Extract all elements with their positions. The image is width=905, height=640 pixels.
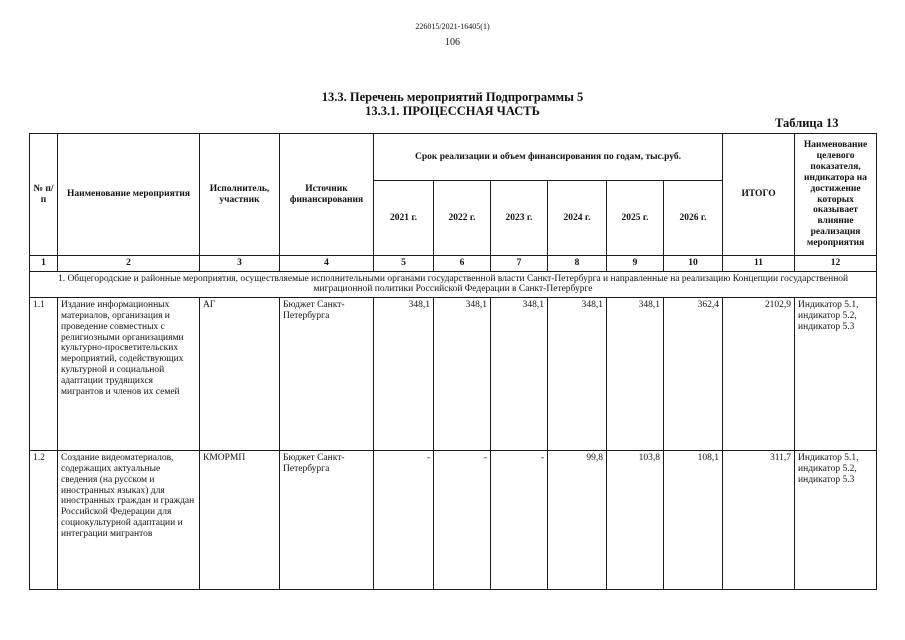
measures-table xyxy=(29,133,877,590)
header-executor: Исполнитель, участник xyxy=(200,134,280,256)
header-year: 2023 г. xyxy=(491,181,548,256)
row-value: 348,1 xyxy=(607,297,664,450)
document-id: 226015/2021-16405(1) xyxy=(415,22,490,31)
row-total: 311,7 xyxy=(723,450,795,589)
row-value: 99,8 xyxy=(548,450,607,589)
row-value: 348,1 xyxy=(548,297,607,450)
column-number: 3 xyxy=(200,256,280,272)
subsection-title: 13.3.1. ПРОЦЕССНАЯ ЧАСТЬ xyxy=(365,104,540,118)
row-name: Создание видеоматериалов, содержащих актуальные сведения (на русском и иностранных языках) для иностранных граждан и граждан Российской Федерации для социокультурной адаптации и интеграции мигрантов xyxy=(58,450,200,589)
column-number: 9 xyxy=(607,256,664,272)
header-year: 2024 г. xyxy=(548,181,607,256)
header-total: ИТОГО xyxy=(723,134,795,256)
row-value: - xyxy=(434,450,491,589)
header-year: 2022 г. xyxy=(434,181,491,256)
column-number: 12 xyxy=(795,256,877,272)
row-value: - xyxy=(374,450,434,589)
row-num: 1.2 xyxy=(30,450,58,589)
row-value: 103,8 xyxy=(607,450,664,589)
header-period: Срок реализации и объем финансирования по годам, тыс.руб. xyxy=(374,134,723,181)
column-number: 6 xyxy=(434,256,491,272)
row-num: 1.1 xyxy=(30,297,58,450)
column-number: 2 xyxy=(58,256,200,272)
column-number: 7 xyxy=(491,256,548,272)
header-name: Наименование мероприятия xyxy=(58,134,200,256)
header-indicator: Наименование целевого показателя, индикатора на достижение которых оказывает влияние реализация мероприятия xyxy=(795,134,877,256)
row-indicator: Индикатор 5.1, индикатор 5.2, индикатор 5.3 xyxy=(795,297,877,450)
table-row xyxy=(30,297,877,450)
row-value: 362,4 xyxy=(664,297,723,450)
column-number: 5 xyxy=(374,256,434,272)
section-heading: 1. Общегородские и районные мероприятия, осуществляемые исполнительными органами государственной власти Санкт-Петербурга и направленные на реализацию Концепции государственной миграционной политики Российской Федерации в Санкт-Петербурге xyxy=(30,271,877,297)
row-source: Бюджет Санкт-Петербурга xyxy=(280,297,374,450)
header-source: Источник финансирования xyxy=(280,134,374,256)
row-executor: КМОРМП xyxy=(200,450,280,589)
row-value: 348,1 xyxy=(374,297,434,450)
header-year: 2026 г. xyxy=(664,181,723,256)
header-row xyxy=(30,134,877,181)
column-number: 4 xyxy=(280,256,374,272)
column-number: 11 xyxy=(723,256,795,272)
row-value: 108,1 xyxy=(664,450,723,589)
section-row xyxy=(30,271,877,297)
column-number-row xyxy=(30,256,877,272)
header-num: № п/п xyxy=(30,134,58,256)
table-row xyxy=(30,450,877,589)
row-executor: АГ xyxy=(200,297,280,450)
row-total: 2102,9 xyxy=(723,297,795,450)
header-year: 2021 г. xyxy=(374,181,434,256)
row-value: 348,1 xyxy=(434,297,491,450)
row-indicator: Индикатор 5.1, индикатор 5.2, индикатор 5.3 xyxy=(795,450,877,589)
column-number: 8 xyxy=(548,256,607,272)
row-source: Бюджет Санкт-Петербурга xyxy=(280,450,374,589)
header-year: 2025 г. xyxy=(607,181,664,256)
page-number: 106 xyxy=(445,37,460,48)
column-number: 10 xyxy=(664,256,723,272)
row-value: 348,1 xyxy=(491,297,548,450)
table-label: Таблица 13 xyxy=(775,116,839,130)
row-name: Издание информационных материалов, организация и проведение совместных с религиозными организациями культурно-просветительских мероприятий, содействующих культурной и социальной адаптации трудящихся мигрантов и членов их семей xyxy=(58,297,200,450)
column-number: 1 xyxy=(30,256,58,272)
section-title: 13.3. Перечень мероприятий Подпрограммы 5 xyxy=(321,90,584,104)
row-value: - xyxy=(491,450,548,589)
